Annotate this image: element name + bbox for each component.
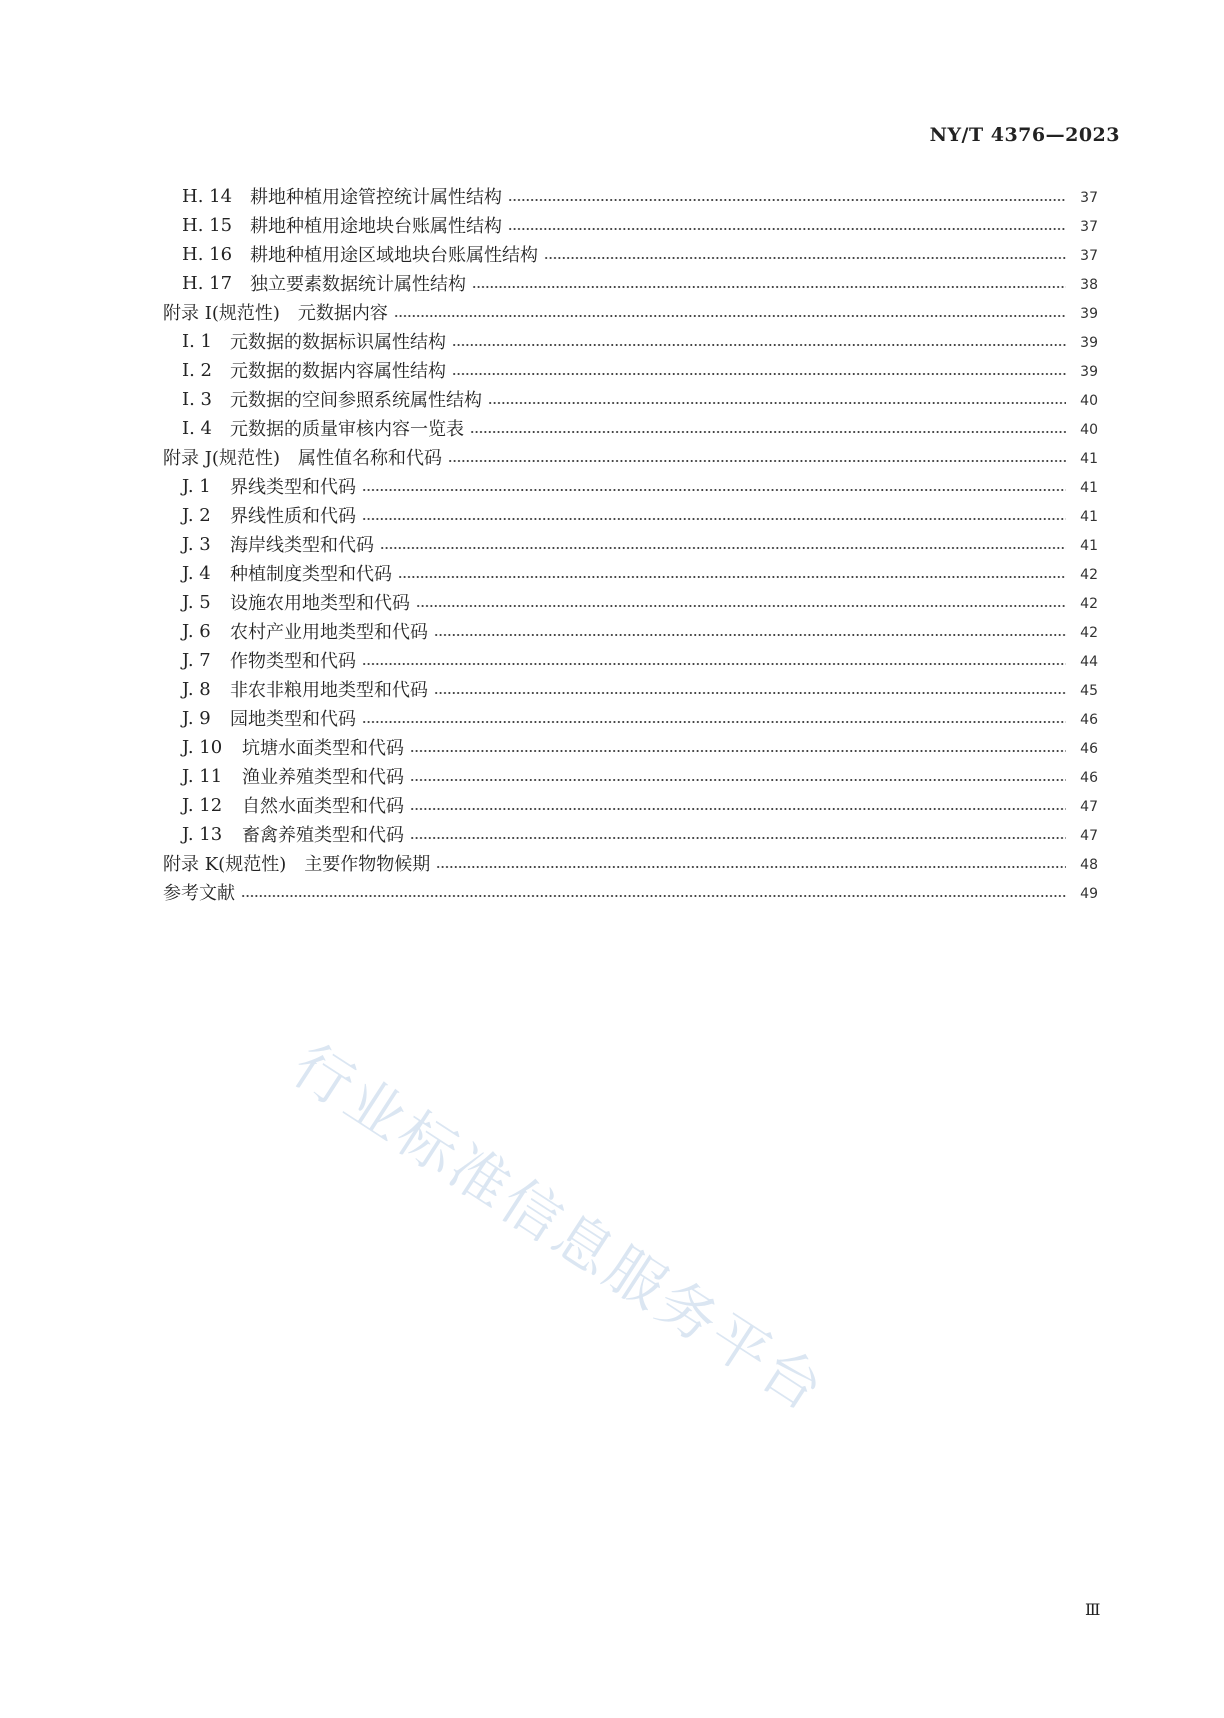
toc-entry-title: 独立要素数据统计属性结构 [250, 274, 466, 295]
toc-leader-dots [452, 373, 1066, 375]
toc-appendix-entry[interactable] [163, 296, 1098, 328]
toc-leader-dots [410, 837, 1066, 839]
toc-entry[interactable] [182, 180, 1098, 212]
toc-entry-page: 37 [1080, 248, 1098, 264]
toc-entry-title: 园地类型和代码 [230, 709, 356, 730]
toc-entry-page: 37 [1080, 219, 1098, 235]
toc-leader-dots [508, 199, 1066, 201]
toc-entry-number: I. 1 [182, 330, 213, 352]
toc-entry-number: J. 4 [182, 562, 211, 584]
toc-entry[interactable] [182, 412, 1098, 444]
toc-entry-page: 46 [1080, 712, 1098, 728]
document-code: NY/T 4376—2023 [929, 124, 1120, 146]
toc-entry[interactable] [182, 673, 1098, 705]
toc-entry-title: 元数据的数据内容属性结构 [230, 361, 446, 382]
toc-entry-page: 41 [1080, 509, 1098, 525]
watermark-text: 行业标准信息服务平台 [280, 1030, 838, 1426]
toc-entry-number: J. 13 [182, 823, 223, 845]
toc-entry-title: 非农非粮用地类型和代码 [230, 680, 428, 701]
toc-appendix-label: 附录 J(规范性) [163, 448, 280, 469]
toc-entry-title: 耕地种植用途管控统计属性结构 [250, 187, 502, 208]
toc-entry-number: H. 14 [182, 185, 233, 207]
toc-entry-page: 40 [1080, 422, 1098, 438]
toc-leader-dots [436, 866, 1066, 868]
toc-entry-page: 48 [1080, 857, 1098, 873]
toc-entry-number: J. 10 [182, 736, 223, 758]
toc-entry[interactable] [182, 267, 1098, 299]
toc-leader-dots [448, 460, 1066, 462]
toc-entry-number: H. 15 [182, 214, 233, 236]
toc-entry-page: 46 [1080, 770, 1098, 786]
toc-entry-number: J. 2 [182, 504, 211, 526]
document-code-header [930, 124, 1120, 146]
toc-entry-page: 42 [1080, 596, 1098, 612]
toc-entry-page: 49 [1080, 886, 1098, 902]
toc-entry-number: I. 4 [182, 417, 213, 439]
toc-entry-title: 元数据内容 [297, 303, 388, 324]
toc-entry-title: 耕地种植用途区域地块台账属性结构 [250, 245, 538, 266]
toc-entry-title: 设施农用地类型和代码 [230, 593, 410, 614]
toc-entry-page: 41 [1080, 480, 1098, 496]
toc-leader-dots [488, 402, 1066, 404]
toc-entry-page: 37 [1080, 190, 1098, 206]
toc-entry-page: 46 [1080, 741, 1098, 757]
toc-entry-page: 38 [1080, 277, 1098, 293]
toc-entry-title: 元数据的数据标识属性结构 [230, 332, 446, 353]
toc-leader-dots [472, 286, 1066, 288]
toc-entry-number: J. 11 [182, 765, 223, 787]
toc-leader-dots [362, 518, 1066, 520]
toc-entry-page: 44 [1080, 654, 1098, 670]
toc-entry[interactable] [182, 528, 1098, 560]
toc-entry-title: 元数据的空间参照系统属性结构 [230, 390, 482, 411]
toc-entry-page: 39 [1080, 335, 1098, 351]
toc-entry-title: 属性值名称和代码 [297, 448, 442, 469]
toc-entry-title: 海岸线类型和代码 [230, 535, 374, 556]
toc-entry-page: 45 [1080, 683, 1098, 699]
toc-entry[interactable] [182, 818, 1098, 850]
toc-entry-title: 参考文献 [163, 883, 235, 904]
toc-entry[interactable] [182, 238, 1098, 270]
toc-leader-dots [410, 808, 1066, 810]
toc-leader-dots [394, 315, 1066, 317]
toc-entry-number: I. 3 [182, 388, 213, 410]
toc-entry[interactable] [182, 557, 1098, 589]
toc-leader-dots [452, 344, 1066, 346]
toc-entry[interactable] [182, 383, 1098, 415]
toc-entry-title: 界线性质和代码 [230, 506, 356, 527]
toc-entry-title: 元数据的质量审核内容一览表 [230, 419, 464, 440]
toc-appendix-label: 附录 K(规范性) [163, 854, 287, 875]
toc-leader-dots [410, 750, 1066, 752]
toc-entry-number: J. 7 [182, 649, 211, 671]
toc-leader-dots [398, 576, 1066, 578]
toc-entry[interactable] [182, 354, 1098, 386]
toc-entry[interactable] [182, 586, 1098, 618]
toc-appendix-entry[interactable] [163, 441, 1098, 473]
toc-entry-number: J. 6 [182, 620, 211, 642]
toc-leader-dots [362, 663, 1066, 665]
toc-entry[interactable] [182, 702, 1098, 734]
toc-entry-number: J. 8 [182, 678, 211, 700]
toc-entry[interactable] [182, 760, 1098, 792]
toc-entry-page: 39 [1080, 364, 1098, 380]
toc-entry[interactable] [182, 470, 1098, 502]
toc-entry-number: H. 16 [182, 243, 233, 265]
toc-entry-title: 种植制度类型和代码 [230, 564, 392, 585]
toc-entry-title: 农村产业用地类型和代码 [230, 622, 428, 643]
toc-leader-dots [416, 605, 1066, 607]
toc-entry[interactable] [182, 615, 1098, 647]
toc-entry-number: H. 17 [182, 272, 233, 294]
toc-entry-title: 耕地种植用途地块台账属性结构 [250, 216, 502, 237]
toc-entry-number: J. 3 [182, 533, 211, 555]
toc-entry-title: 渔业养殖类型和代码 [242, 767, 404, 788]
toc-leader-dots [544, 257, 1066, 259]
toc-appendix-label: 附录 I(规范性) [163, 303, 280, 324]
toc-leader-dots [362, 489, 1066, 491]
toc-entry-number: J. 12 [182, 794, 223, 816]
toc-entry-title: 畜禽养殖类型和代码 [242, 825, 404, 846]
toc-entry-title: 主要作物物候期 [304, 854, 431, 875]
toc-leader-dots [410, 779, 1066, 781]
toc-entry[interactable] [182, 325, 1098, 357]
page-number-roman: Ⅲ [1085, 1600, 1101, 1619]
toc-entry-number: J. 9 [182, 707, 211, 729]
toc-entry[interactable] [182, 644, 1098, 676]
toc-entry-title: 界线类型和代码 [230, 477, 356, 498]
toc-entry[interactable] [182, 499, 1098, 531]
toc-entry-page: 41 [1080, 538, 1098, 554]
toc-leader-dots [508, 228, 1066, 230]
toc-entry-number: J. 5 [182, 591, 211, 613]
toc-references-entry[interactable] [163, 876, 1098, 908]
toc-entry-page: 42 [1080, 567, 1098, 583]
toc-entry-number: I. 2 [182, 359, 213, 381]
toc-entry[interactable] [182, 789, 1098, 821]
toc-leader-dots [434, 692, 1066, 694]
toc-entry-page: 47 [1080, 828, 1098, 844]
toc-entry-title: 坑塘水面类型和代码 [242, 738, 404, 759]
toc-leader-dots [362, 721, 1066, 723]
toc-entry-page: 42 [1080, 625, 1098, 641]
toc-leader-dots [434, 634, 1066, 636]
toc-entry-number: J. 1 [182, 475, 211, 497]
toc-entry-title: 作物类型和代码 [230, 651, 356, 672]
toc-leader-dots [241, 895, 1066, 897]
toc-entry-title: 自然水面类型和代码 [242, 796, 404, 817]
toc-entry-page: 41 [1080, 451, 1098, 467]
toc-entry-page: 39 [1080, 306, 1098, 322]
toc-entry[interactable] [182, 731, 1098, 763]
toc-appendix-entry[interactable] [163, 847, 1098, 879]
toc-leader-dots [380, 547, 1066, 549]
toc-entry-page: 40 [1080, 393, 1098, 409]
toc-entry[interactable] [182, 209, 1098, 241]
toc-entry-page: 47 [1080, 799, 1098, 815]
toc-leader-dots [470, 431, 1066, 433]
